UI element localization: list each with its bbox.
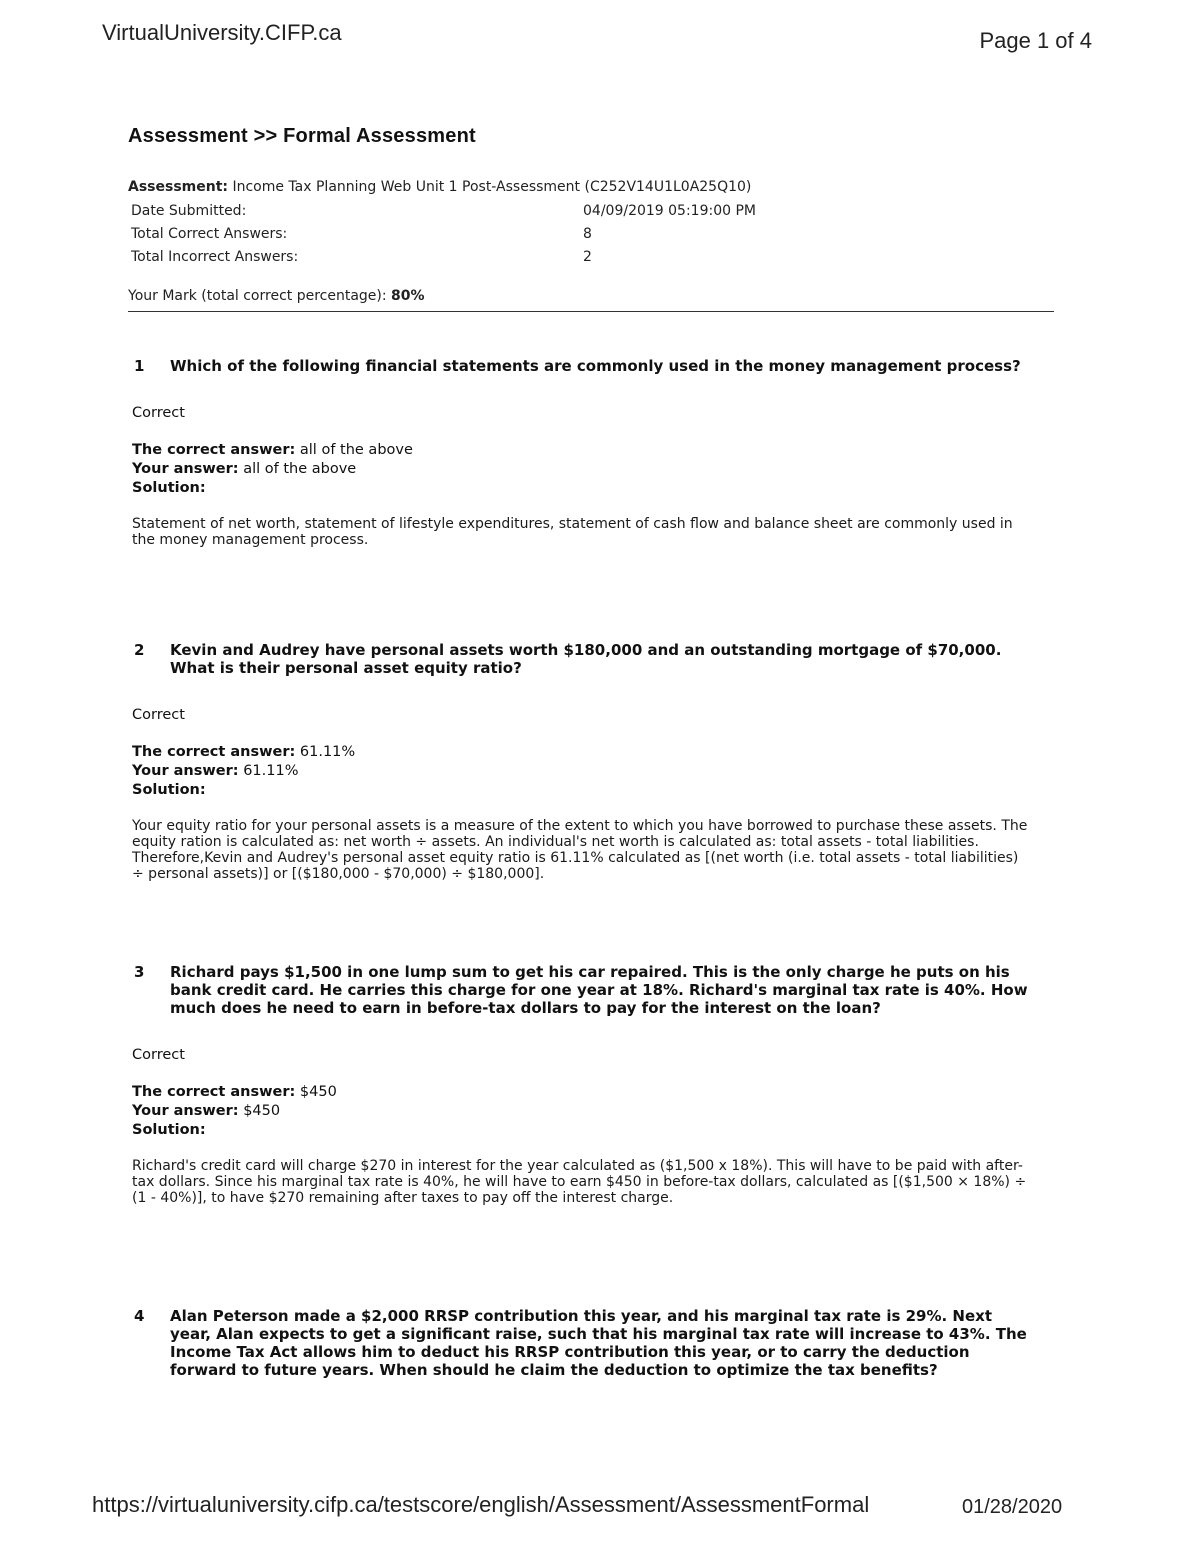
correct-answer-row <box>132 1083 1054 1102</box>
question-number: 1 <box>134 357 145 375</box>
correct-answer-value: all of the above <box>299 442 413 458</box>
your-answer-value: 61.11% <box>243 763 299 779</box>
total-incorrect-value: 2 <box>583 249 592 265</box>
assessment-summary <box>128 174 1054 312</box>
assessment-name-row <box>128 174 1054 200</box>
site-name: VirtualUniversity.CIFP.ca <box>102 20 342 45</box>
question-header <box>128 357 1054 375</box>
total-correct-label: Total Correct Answers: <box>131 226 288 242</box>
mark-value: 80% <box>391 288 425 304</box>
mark-row <box>128 285 1054 307</box>
solution-label: Solution: <box>132 480 206 496</box>
total-correct-row <box>128 223 1054 246</box>
date-submitted-label: Date Submitted: <box>131 203 247 219</box>
your-answer-row <box>132 1102 1054 1121</box>
date-submitted-row <box>128 200 1054 223</box>
answers <box>128 743 1054 800</box>
question-text: Kevin and Audrey have personal assets worth $180,000 and an outstanding mortgage of $70,000. What is their personal asset equity ratio? <box>170 641 1002 677</box>
question-header <box>128 963 1054 1017</box>
question-number: 2 <box>134 641 145 659</box>
mark-label: Your Mark (total correct percentage): <box>128 288 387 304</box>
correct-answer-label: The correct answer: <box>132 1084 296 1100</box>
date-submitted-value: 04/09/2019 05:19:00 PM <box>583 203 756 219</box>
question-2 <box>128 641 1054 882</box>
question-number: 4 <box>134 1307 145 1325</box>
correct-answer-row <box>132 441 1054 460</box>
correct-answer-label: The correct answer: <box>132 744 296 760</box>
solution-label: Solution: <box>132 1122 206 1138</box>
assessment-name: Income Tax Planning Web Unit 1 Post-Assessment (C252V14U1L0A25Q10) <box>232 179 752 195</box>
your-answer-value: all of the above <box>243 461 357 477</box>
your-answer-value: $450 <box>243 1103 281 1119</box>
assessment-label: Assessment: <box>128 179 229 195</box>
divider <box>128 311 1054 312</box>
correct-answer-label: The correct answer: <box>132 442 296 458</box>
total-incorrect-row <box>128 246 1054 269</box>
answers <box>128 441 1054 498</box>
your-answer-label: Your answer: <box>132 461 239 477</box>
page-number: Page 1 of 4 <box>979 28 1092 53</box>
question-1 <box>128 357 1054 548</box>
total-incorrect-label: Total Incorrect Answers: <box>131 249 299 265</box>
correct-answer-value: 61.11% <box>299 744 356 760</box>
answers <box>128 1083 1054 1140</box>
assessment-report <box>128 125 1054 1379</box>
your-answer-row <box>132 460 1054 479</box>
question-text: Richard pays $1,500 in one lump sum to get his car repaired. This is the only charge he puts on his bank credit card. He carries this charge for one year at 18%. Richard's marginal tax rate is 40%. How much does he need to earn in before-tax dollars to pay for the interest on the loan? <box>170 963 1028 1017</box>
question-header <box>128 1307 1054 1379</box>
question-status: Correct <box>132 1047 185 1063</box>
question-number: 3 <box>134 963 145 981</box>
footer-date: 01/28/2020 <box>962 1496 1063 1518</box>
question-text: Which of the following financial statements are commonly used in the money management process? <box>170 357 1021 375</box>
your-answer-label: Your answer: <box>132 1103 239 1119</box>
total-correct-value: 8 <box>583 226 592 242</box>
solution-label: Solution: <box>132 782 206 798</box>
solution-text: Richard's credit card will charge $270 in interest for the year calculated as ($1,500 x 18%). This will have to be paid with after-tax dollars. Since his marginal tax rate is 40%, he will have to earn $450 in before-tax dollars, calculated as [($1,500 × 18%) ÷ (1 - 40%)], to have $270 remaining after taxes to pay off the interest charge. <box>132 1158 1027 1206</box>
footer-url: https://virtualuniversity.cifp.ca/testscore/english/Assessment/AssessmentFormal <box>92 1492 870 1517</box>
your-answer-row <box>132 762 1054 781</box>
question-header <box>128 641 1054 677</box>
your-answer-label: Your answer: <box>132 763 239 779</box>
correct-answer-row <box>132 743 1054 762</box>
solution-text: Statement of net worth, statement of lifestyle expenditures, statement of cash flow and balance sheet are commonly used in the money management process. <box>132 516 1013 548</box>
question-status: Correct <box>132 405 185 421</box>
question-status: Correct <box>132 707 185 723</box>
solution-text: Your equity ratio for your personal assets is a measure of the extent to which you have borrowed to purchase these assets. The equity ration is calculated as: net worth ÷ assets. An individual's net worth is calculated as: total assets - total liabilities. Therefore,Kevin and Audrey's personal asset equity ratio is 61.11% calculated as [(net worth (i.e. total assets - total liabilities) ÷ personal assets)] or [($180,000 - $70,000) ÷ $180,000]. <box>132 818 1028 882</box>
question-4 <box>128 1307 1054 1379</box>
correct-answer-value: $450 <box>299 1084 337 1100</box>
question-text: Alan Peterson made a $2,000 RRSP contribution this year, and his marginal tax rate is 29%. Next year, Alan expects to get a significant raise, such that his marginal tax rate will increase to 43%. The Income Tax Act allows him to deduct his RRSP contribution this year, or to carry the deduction forward to future years. When should he claim the deduction to optimize the tax benefits? <box>170 1307 1027 1379</box>
page-title: Assessment >> Formal Assessment <box>128 125 476 147</box>
question-3 <box>128 963 1054 1206</box>
